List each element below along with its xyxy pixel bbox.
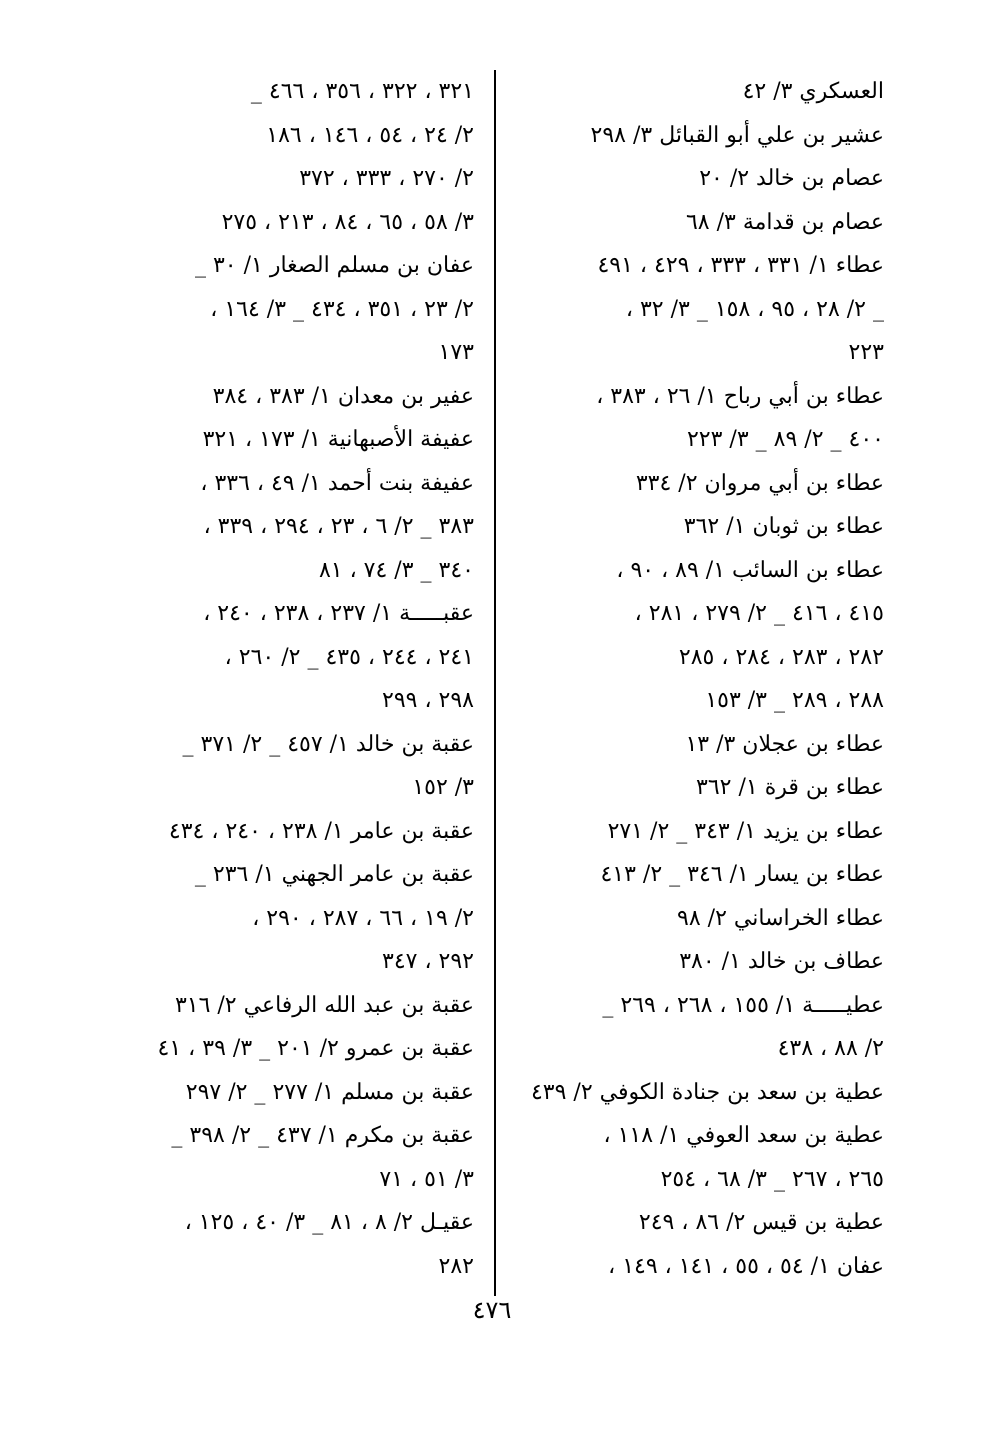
index-line: ٢٤١ ، ٢٤٤ ، ٤٣٥ _ ٢/ ٢٦٠ ،	[224, 644, 474, 670]
index-line: عطاء بن عجلان ٣/ ١٣	[685, 731, 884, 757]
index-line: ٤٠٠ _ ٢/ ٨٩ _ ٣/ ٢٢٣	[686, 427, 884, 452]
index-line: عطاء بن السائب ١/ ٨٩ ، ٩٠ ،	[616, 557, 884, 583]
index-line: ٢٩٢ ، ٣٤٧	[382, 949, 474, 974]
index-line: ٢/ ٢٧٠ ، ٣٣٣ ، ٣٧٢	[299, 166, 474, 191]
index-line: ٢/ ١٩ ، ٦٦ ، ٢٨٧ ، ٢٩٠ ،	[252, 905, 474, 931]
index-line: عطاف بن خالد ١/ ٣٨٠	[679, 949, 884, 974]
index-line: ٢٦٥ ، ٢٦٧ _ ٣/ ٦٨ ، ٢٥٤	[660, 1166, 884, 1192]
page-number: ٤٧٦	[472, 1296, 512, 1324]
index-line: ٤١٥ ، ٤١٦ _ ٢/ ٢٧٩ ، ٢٨١ ،	[634, 601, 884, 626]
index-line: عقبة بن مسلم ١/ ٢٧٧ _ ٢/ ٢٩٧	[185, 1079, 474, 1105]
index-line: عفير بن معدان ١/ ٣٨٣ ، ٣٨٤	[212, 383, 474, 409]
index-line: عشير بن علي أبو القبائل ٣/ ٢٩٨	[590, 122, 884, 148]
index-line: ٣٤٠ _ ٣/ ٧٤ ، ٨١	[318, 557, 474, 583]
index-line: ٣٨٣ _ ٢/ ٦ ، ٢٣ ، ٢٩٤ ، ٣٣٩ ،	[203, 514, 474, 539]
index-line: ٢/ ٢٤ ، ٥٤ ، ١٤٦ ، ١٨٦	[266, 122, 474, 148]
index-column-left	[100, 70, 474, 1288]
index-line: ٢/ ٢٣ ، ٣٥١ ، ٤٣٤ _ ٣/ ١٦٤ ،	[210, 296, 474, 322]
index-line: عفان ١/ ٥٤ ، ٥٥ ، ١٤١ ، ١٤٩ ،	[608, 1253, 884, 1279]
index-line: عطاء الخراساني ٢/ ٩٨	[677, 905, 884, 931]
index-line: عقبة بن عامر ١/ ٢٣٨ ، ٢٤٠ ، ٤٣٤	[168, 818, 474, 844]
index-line: ٣٢١ ، ٣٢٢ ، ٣٥٦ ، ٤٦٦ _	[250, 79, 474, 104]
index-line: عطاء بن أبي مروان ٢/ ٣٣٤	[635, 470, 884, 496]
index-line: عطية بن قيس ٢/ ٨٦ ، ٢٤٩	[638, 1210, 884, 1235]
index-line: ٢٢٣	[848, 340, 884, 365]
index-line: ٢٨٢ ، ٢٨٣ ، ٢٨٤ ، ٢٨٥	[678, 644, 884, 670]
index-line: عقبة بن عامر الجهني ١/ ٢٣٦ _	[194, 862, 474, 887]
index-line: عفيفة الأصبهانية ١/ ١٧٣ ، ٣٢١	[202, 427, 474, 452]
index-line: ٢٩٨ ، ٢٩٩	[382, 688, 474, 713]
index-line: عطاء بن أبي رباح ١/ ٢٦ ، ٣٨٣ ،	[596, 383, 884, 409]
index-line: عطاء بن ثوبان ١/ ٣٦٢	[683, 514, 884, 539]
index-line: ٢/ ٨٨ ، ٤٣٨	[777, 1036, 884, 1061]
index-line: عطاء بن قرة ١/ ٣٦٢	[696, 775, 884, 800]
index-line: عطية بن سعد بن جنادة الكوفي ٢/ ٤٣٩	[530, 1079, 884, 1105]
index-line: ٢٨٨ ، ٢٨٩ _ ٣/ ١٥٣	[705, 688, 884, 713]
index-line: عقبة بن عمرو ٢/ ٢٠١ _ ٣/ ٣٩ ، ٤١	[157, 1036, 474, 1061]
index-line: عقيـل ٢/ ٨ ، ٨١ _ ٣/ ٤٠ ، ١٢٥ ،	[184, 1210, 474, 1235]
index-line: ٣/ ١٥٢	[412, 775, 474, 800]
index-line: ٣/ ٥١ ، ٧١	[379, 1166, 474, 1192]
index-line: عطاء ١/ ٣٣١ ، ٣٣٣ ، ٤٢٩ ، ٤٩١	[597, 253, 884, 278]
index-line: عصام بن خالد ٢/ ٢٠	[699, 166, 884, 191]
index-line: ٣/ ٥٨ ، ٦٥ ، ٨٤ ، ٢١٣ ، ٢٧٥	[221, 209, 474, 235]
index-line: عقبة بن مكرم ١/ ٤٣٧ _ ٢/ ٣٩٨ _	[171, 1123, 474, 1148]
index-line: عفان بن مسلم الصغار ١/ ٣٠ _	[194, 253, 474, 278]
index-line: ١٧٣	[438, 340, 474, 365]
index-line: _ ٢/ ٢٨ ، ٩٥ ، ١٥٨ _ ٣/ ٣٢ ،	[625, 296, 884, 322]
index-line: عقبـــــة ١/ ٢٣٧ ، ٢٣٨ ، ٢٤٠ ،	[203, 601, 474, 626]
index-line: عطاء بن يزيد ١/ ٣٤٣ _ ٢/ ٢٧١	[607, 818, 884, 844]
index-line: عطية بن سعد العوفي ١/ ١١٨ ،	[603, 1123, 884, 1148]
index-line: عفيفة بنت أحمد ١/ ٤٩ ، ٣٣٦ ،	[200, 470, 474, 496]
index-line: عقبة بن عبد الله الرفاعي ٢/ ٣١٦	[174, 992, 474, 1018]
index-line: عصام بن قدامة ٣/ ٦٨	[685, 209, 884, 235]
index-column-right	[518, 70, 884, 1288]
index-line: عطيـــــة ١/ ١٥٥ ، ٢٦٨ ، ٢٦٩ _	[602, 992, 884, 1018]
index-line: عقبة بن خالد ١/ ٤٥٧ _ ٢/ ٣٧١ _	[182, 731, 474, 757]
index-line: عطاء بن يسار ١/ ٣٤٦ _ ٢/ ٤١٣	[600, 862, 884, 887]
column-divider	[494, 70, 496, 1296]
index-line: ٢٨٢	[438, 1253, 474, 1279]
index-line: العسكري ٣/ ٤٢	[742, 79, 884, 104]
